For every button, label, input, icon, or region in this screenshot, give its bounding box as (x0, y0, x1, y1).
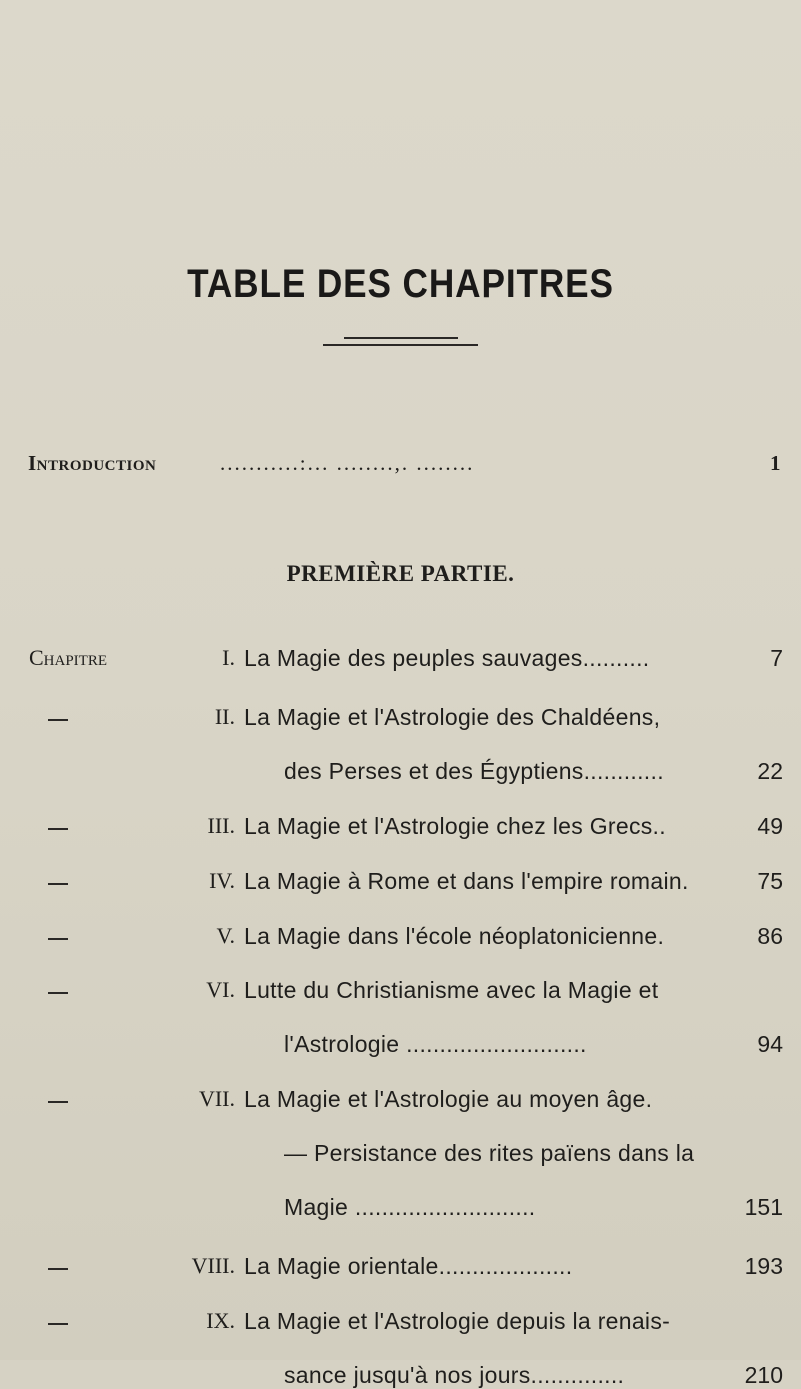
chapter-title-line: La Magie des peuples sauvages.......... (244, 645, 650, 671)
chapter-number: IV. (209, 868, 235, 893)
chapter-page-number: 7 (770, 645, 783, 671)
chapter-title-line: sance jusqu'à nos jours.............. (284, 1362, 625, 1388)
chapter-page-number: 210 (744, 1362, 783, 1388)
chapter-title-line: des Perses et des Égyptiens............ (284, 758, 664, 784)
chapter-number: VIII. (191, 1253, 235, 1278)
chapter-title-line: La Magie à Rome et dans l'empire romain. (244, 868, 689, 894)
introduction-page-number: 1 (770, 451, 781, 475)
ditto-dash (48, 1101, 68, 1103)
chapter-title-line: La Magie orientale.................... (244, 1253, 573, 1279)
chapter-number: I. (222, 645, 235, 670)
part-heading: PREMIÈRE PARTIE. (286, 561, 515, 586)
chapter-page-number: 49 (757, 813, 783, 839)
introduction-label: Introduction (28, 451, 157, 475)
chapter-page-number: 86 (757, 923, 783, 949)
chapter-number: III. (207, 813, 235, 838)
ditto-dash (48, 1323, 68, 1325)
ditto-dash (48, 883, 68, 885)
chapter-word: Chapitre (29, 645, 108, 670)
ditto-dash (48, 1268, 68, 1270)
chapter-page-number: 193 (744, 1253, 783, 1279)
chapter-title-line: La Magie et l'Astrologie chez les Grecs.. (244, 813, 666, 839)
ditto-dash (48, 992, 68, 994)
chapter-number: VI. (206, 977, 235, 1002)
chapter-number: V. (216, 923, 235, 948)
chapter-title-line: l'Astrologie ........................... (284, 1031, 587, 1057)
chapter-page-number: 75 (757, 868, 783, 894)
chapter-title-line: La Magie dans l'école néoplatonicienne. (244, 923, 665, 949)
page-title: TABLE DES CHAPITRES (187, 262, 614, 306)
chapter-number: IX. (206, 1308, 235, 1333)
chapter-page-number: 22 (757, 758, 783, 784)
chapter-title-line: Magie ........................... (284, 1194, 536, 1220)
ditto-dash (48, 828, 68, 830)
chapter-title-line: Lutte du Christianisme avec la Magie et (244, 977, 659, 1003)
ditto-dash (48, 938, 68, 940)
chapter-page-number: 94 (757, 1031, 783, 1057)
chapter-page-number: 151 (744, 1194, 783, 1220)
chapter-title-line: — Persistance des rites païens dans la (284, 1140, 695, 1166)
chapter-number: VII. (198, 1086, 235, 1111)
introduction-leader-dots: ...........:... ........,. ........ (220, 451, 475, 475)
ditto-dash (48, 719, 68, 721)
chapter-title-line: La Magie et l'Astrologie depuis la renais- (244, 1308, 671, 1334)
chapter-title-line: La Magie et l'Astrologie des Chaldéens, (244, 704, 661, 730)
chapter-title-line: La Magie et l'Astrologie au moyen âge. (244, 1086, 653, 1112)
chapter-number: II. (214, 704, 235, 729)
